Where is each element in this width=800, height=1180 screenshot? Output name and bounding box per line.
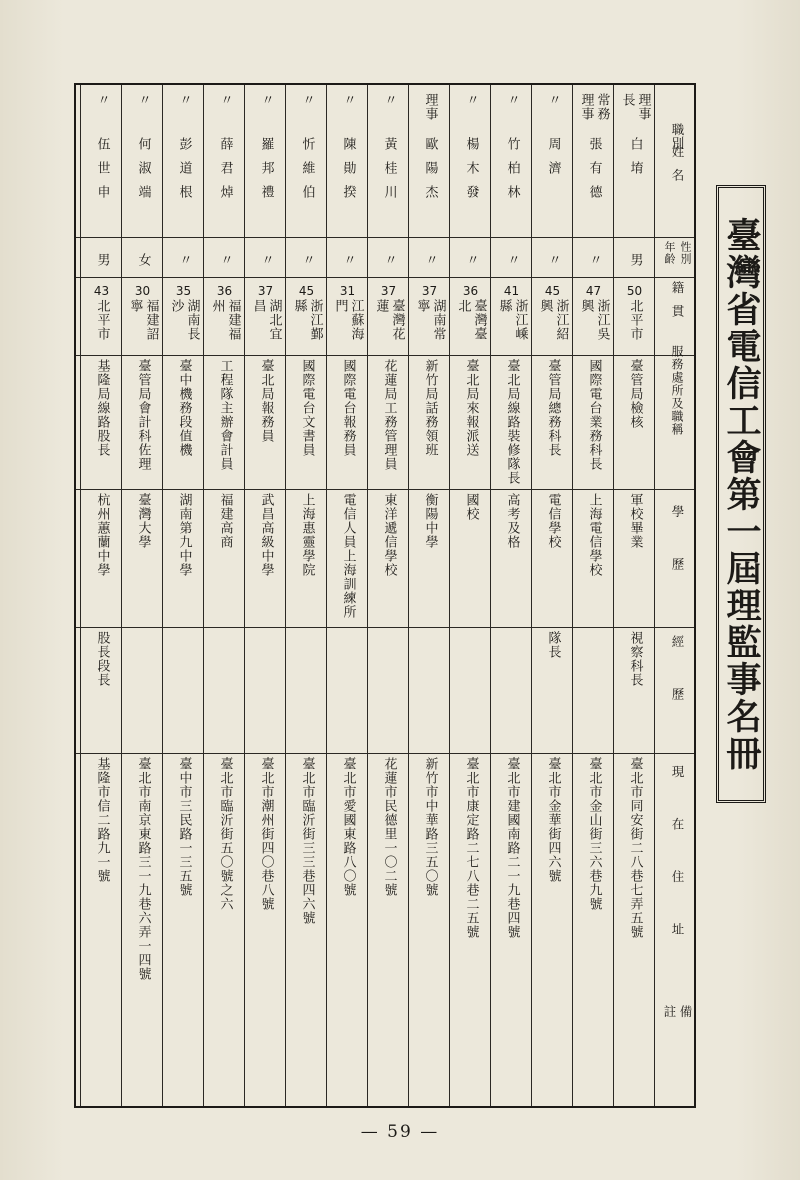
native-place-cell: 福建詔寧 xyxy=(127,299,159,341)
member-record xyxy=(121,85,163,1106)
sex-cell: 〃 xyxy=(299,253,315,267)
education-cell: 軍校畢業 xyxy=(627,493,643,549)
service-cell: 國際電台文書員 xyxy=(299,359,315,457)
member-record xyxy=(285,85,327,1106)
service-cell: 基隆局線路股長 xyxy=(94,359,110,457)
sex-cell: 〃 xyxy=(340,253,356,267)
document-title-box xyxy=(716,185,766,803)
member-record xyxy=(326,85,368,1106)
native-place-cell: 湖北宜昌 xyxy=(250,299,282,341)
sex-cell: 〃 xyxy=(422,253,438,267)
name-cell: 白堉 xyxy=(627,137,643,185)
role-cell: 〃 xyxy=(258,93,274,107)
name-cell: 楊木發 xyxy=(463,137,479,209)
member-record xyxy=(449,85,491,1106)
native-place-cell: 江蘇海門 xyxy=(332,299,364,341)
name-cell: 陳勛揆 xyxy=(340,137,356,209)
native-place-cell: 臺灣臺北 xyxy=(455,299,487,341)
age-cell: 30 xyxy=(134,284,151,298)
native-place-cell: 湖南長沙 xyxy=(168,299,200,341)
role-cell: 〃 xyxy=(545,93,561,107)
role-cell: 〃 xyxy=(94,93,110,107)
age-cell: 37 xyxy=(257,284,274,298)
name-cell: 周濟 xyxy=(545,137,561,185)
experience-cell: 隊長 xyxy=(545,631,561,659)
role-cell: 〃 xyxy=(299,93,315,107)
address-cell: 臺中市三民路一三五號 xyxy=(176,757,192,897)
name-cell: 薛君焯 xyxy=(217,137,233,209)
address-cell: 花蓮市民德里一〇二號 xyxy=(381,757,397,897)
service-cell: 新竹局話務領班 xyxy=(422,359,438,457)
service-cell: 臺北局來報派送 xyxy=(463,359,479,457)
header-name: 姓名 xyxy=(670,145,685,192)
service-cell: 臺管局總務科長 xyxy=(545,359,561,457)
native-place-cell: 北平市 xyxy=(627,299,643,341)
experience-cell: 視察科長 xyxy=(627,631,643,687)
age-cell: 36 xyxy=(216,284,233,298)
age-cell: 37 xyxy=(421,284,438,298)
member-record xyxy=(572,85,614,1106)
sex-cell: 〃 xyxy=(176,253,192,267)
member-record xyxy=(531,85,573,1106)
age-cell: 41 xyxy=(503,284,520,298)
service-cell: 國際電台業務科長 xyxy=(586,359,602,471)
member-record xyxy=(162,85,204,1106)
role-cell: 常務理事 xyxy=(578,93,610,121)
member-record xyxy=(408,85,450,1106)
native-place-cell: 北平市 xyxy=(94,299,110,341)
age-cell: 36 xyxy=(462,284,479,298)
service-cell: 臺北局報務員 xyxy=(258,359,274,443)
sex-cell: 〃 xyxy=(258,253,274,267)
name-cell: 張有德 xyxy=(586,137,602,209)
header-sex: 性別 xyxy=(679,241,692,265)
service-cell: 工程隊主辦會計員 xyxy=(217,359,233,471)
age-cell: 35 xyxy=(175,284,192,298)
sex-cell: 〃 xyxy=(504,253,520,267)
header-experience: 經歷 xyxy=(670,635,685,740)
name-cell: 竹柏林 xyxy=(504,137,520,209)
age-cell: 45 xyxy=(298,284,315,298)
name-cell: 彭道根 xyxy=(176,137,192,209)
address-cell: 臺北市建國南路二一九巷四號 xyxy=(504,757,520,939)
education-cell: 福建高商 xyxy=(217,493,233,549)
education-cell: 武昌高級中學 xyxy=(258,493,274,577)
role-cell: 〃 xyxy=(217,93,233,107)
header-native: 籍貫 xyxy=(670,281,685,328)
address-cell: 臺北市金華街四六號 xyxy=(545,757,561,883)
header-education: 學歷 xyxy=(670,505,685,610)
native-place-cell: 福建福州 xyxy=(209,299,241,341)
address-cell: 臺北市臨沂街三三巷四六號 xyxy=(299,757,315,925)
member-record xyxy=(367,85,409,1106)
header-remarks: 備註 xyxy=(662,1005,693,1058)
member-record xyxy=(203,85,245,1106)
sex-cell: 男 xyxy=(627,253,643,267)
member-record xyxy=(613,85,655,1106)
education-cell: 臺灣大學 xyxy=(135,493,151,549)
header-age: 年齡 xyxy=(663,241,676,265)
name-cell: 忻維伯 xyxy=(299,137,315,209)
sex-cell: 〃 xyxy=(381,253,397,267)
age-cell: 50 xyxy=(626,284,643,298)
role-cell: 〃 xyxy=(504,93,520,107)
address-cell: 臺北市臨沂街五〇號之六 xyxy=(217,757,233,911)
sex-cell: 〃 xyxy=(586,253,602,267)
role-cell: 理事長 xyxy=(619,93,651,121)
address-cell: 臺北市金山街三六巷九號 xyxy=(586,757,602,911)
experience-cell: 股長段長 xyxy=(94,631,110,687)
age-cell: 37 xyxy=(380,284,397,298)
name-cell: 羅邦禮 xyxy=(258,137,274,209)
header-role: 職別 xyxy=(670,123,685,150)
address-cell: 臺北市康定路二七八巷二五號 xyxy=(463,757,479,939)
address-cell: 臺北市愛國東路八〇號 xyxy=(340,757,356,897)
header-column xyxy=(654,85,699,1106)
sex-cell: 女 xyxy=(135,253,151,267)
role-cell: 〃 xyxy=(340,93,356,107)
service-cell: 花蓮局工務管理員 xyxy=(381,359,397,471)
page-number: — 59 — xyxy=(360,1122,440,1142)
member-roster-table xyxy=(74,83,696,1108)
service-cell: 臺中機務段值機 xyxy=(176,359,192,457)
sex-cell: 男 xyxy=(94,253,110,267)
sex-cell: 〃 xyxy=(545,253,561,267)
native-place-cell: 浙江鄞縣 xyxy=(291,299,323,341)
header-address: 現在住址 xyxy=(670,765,685,975)
address-cell: 臺北市同安街二八巷七弄五號 xyxy=(627,757,643,939)
name-cell: 黃桂川 xyxy=(381,137,397,209)
age-cell: 47 xyxy=(585,284,602,298)
native-place-cell: 湖南常寧 xyxy=(414,299,446,341)
address-cell: 臺北市南京東路三一九巷六弄一四號 xyxy=(135,757,151,981)
sex-cell: 〃 xyxy=(217,253,233,267)
age-cell: 45 xyxy=(544,284,561,298)
education-cell: 上海惠靈學院 xyxy=(299,493,315,577)
age-cell: 43 xyxy=(93,284,110,298)
address-cell: 臺北市潮州街四〇巷八號 xyxy=(258,757,274,911)
name-cell: 歐陽杰 xyxy=(422,137,438,209)
education-cell: 杭州蕙蘭中學 xyxy=(94,493,110,577)
native-place-cell: 浙江嵊縣 xyxy=(496,299,528,341)
native-place-cell: 浙江紹興 xyxy=(537,299,569,341)
education-cell: 東洋遞信學校 xyxy=(381,493,397,577)
member-record xyxy=(490,85,532,1106)
age-cell: 31 xyxy=(339,284,356,298)
education-cell: 電信人員上海訓練所 xyxy=(340,493,356,619)
role-cell: 〃 xyxy=(381,93,397,107)
role-cell: 理事 xyxy=(422,93,438,121)
sex-cell: 〃 xyxy=(463,253,479,267)
service-cell: 臺管局會計科佐理 xyxy=(135,359,151,471)
service-cell: 臺管局檢核 xyxy=(627,359,643,429)
role-cell: 〃 xyxy=(463,93,479,107)
service-cell: 國際電台報務員 xyxy=(340,359,356,457)
name-cell: 伍世申 xyxy=(94,137,110,209)
header-service: 服務處所及職稱 xyxy=(670,344,684,436)
education-cell: 衡陽中學 xyxy=(422,493,438,549)
education-cell: 國校 xyxy=(463,493,479,521)
role-cell: 〃 xyxy=(176,93,192,107)
role-cell: 〃 xyxy=(135,93,151,107)
native-place-cell: 浙江吳興 xyxy=(578,299,610,341)
address-cell: 新竹市中華路三五〇號 xyxy=(422,757,438,897)
member-record xyxy=(80,85,122,1106)
native-place-cell: 臺灣花蓮 xyxy=(373,299,405,341)
service-cell: 臺北局線路裝修隊長 xyxy=(504,359,520,485)
address-cell: 基隆市信二路九一號 xyxy=(94,757,110,883)
education-cell: 電信學校 xyxy=(545,493,561,549)
document-title: 臺灣省電信工會第一屆理監事名冊 xyxy=(721,216,761,772)
education-cell: 上海電信學校 xyxy=(586,493,602,577)
name-cell: 何淑端 xyxy=(135,137,151,209)
education-cell: 湖南第九中學 xyxy=(176,493,192,577)
education-cell: 高考及格 xyxy=(504,493,520,549)
member-record xyxy=(244,85,286,1106)
